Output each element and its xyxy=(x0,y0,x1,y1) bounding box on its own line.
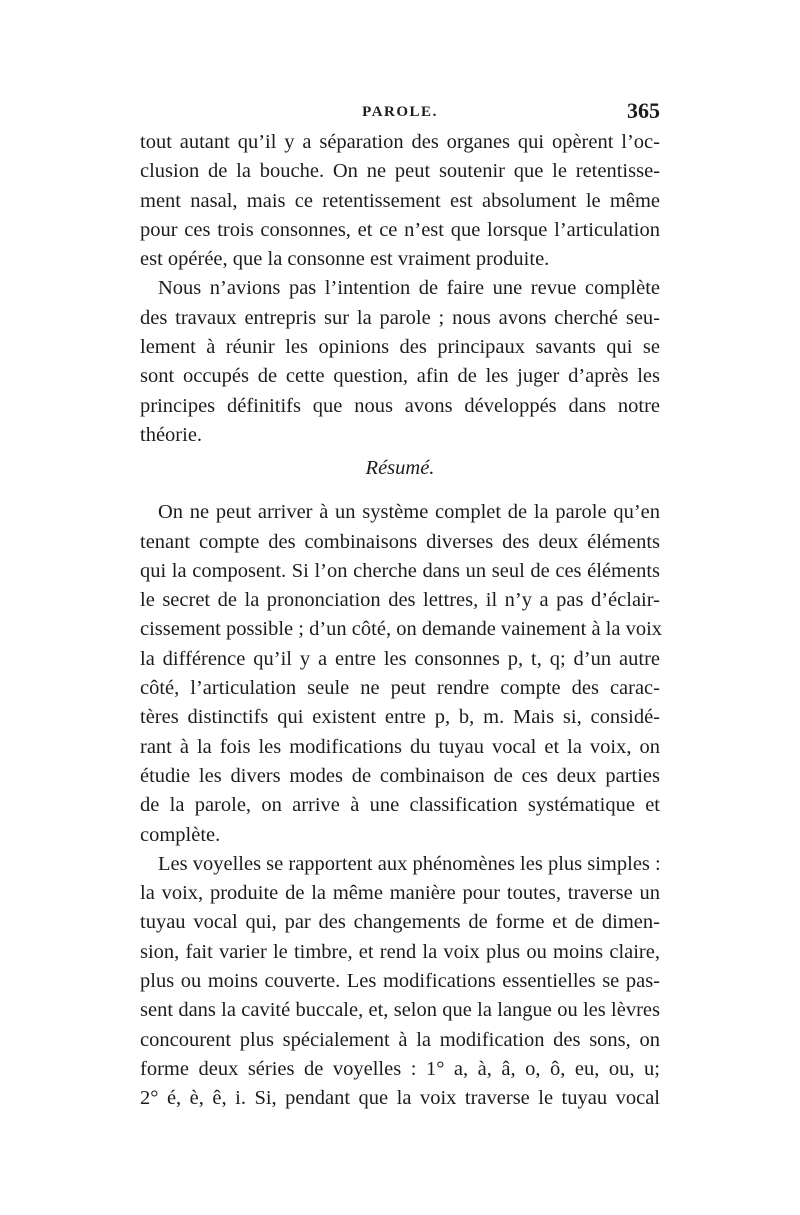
text-line: Nous n’avions pas l’intention de faire une revue complète xyxy=(158,277,660,300)
text-line: 2° é, è, ê, i. Si, pendant que la voix traverse le tuyau vocal xyxy=(140,1087,660,1110)
section-heading: Résumé. xyxy=(365,457,435,480)
text-line: de la parole, on arrive à une classification systématique et xyxy=(140,794,660,817)
text-line: théorie. xyxy=(140,423,203,446)
text-line: sont occupés de cette question, afin de les juger d’après les xyxy=(140,365,660,388)
text-line: étudie les divers modes de combinaison de ces deux parties xyxy=(140,764,660,787)
text-line: forme deux séries de voyelles : 1° a, à, â, o, ô, eu, ou, u; xyxy=(140,1057,660,1080)
text-line: complète. xyxy=(140,823,221,846)
running-head xyxy=(140,98,660,128)
text-line: côté, l’articulation seule ne peut rendre compte des carac- xyxy=(140,677,660,700)
page-number: 365 xyxy=(627,98,660,123)
text-line: rant à la fois les modifications du tuyau vocal et la voix, on xyxy=(140,735,660,758)
text-line: lement à réunir les opinions des principaux savants qui se xyxy=(140,336,660,359)
text-line: tères distinctifs qui existent entre p, b, m. Mais si, considé- xyxy=(140,706,660,729)
text-line: plus ou moins couverte. Les modifications essentielles se pas- xyxy=(140,970,660,993)
text-line: ment nasal, mais ce retentissement est absolument le même xyxy=(140,189,660,212)
text-block xyxy=(140,128,663,1114)
text-line: tuyau vocal qui, par des changements de forme et de dimen- xyxy=(140,911,660,934)
running-title: PAROLE. xyxy=(362,104,438,120)
text-line: pour ces trois consonnes, et ce n’est que lorsque l’articulation xyxy=(140,218,660,241)
text-line: est opérée, que la consonne est vraiment produite. xyxy=(140,248,550,271)
text-line: principes définitifs que nous avons développés dans notre xyxy=(140,394,660,417)
text-line: qui la composent. Si l’on cherche dans un seul de ces éléments xyxy=(140,559,660,582)
text-line: On ne peut arriver à un système complet de la parole qu’en xyxy=(158,501,660,524)
text-line: concourent plus spécialement à la modification des sons, on xyxy=(140,1028,660,1051)
text-line: sent dans la cavité buccale, et, selon que la langue ou les lèvres xyxy=(140,999,660,1022)
text-line: des travaux entrepris sur la parole ; nous avons cherché seu- xyxy=(140,306,660,329)
text-line: la différence qu’il y a entre les consonnes p, t, q; d’un autre xyxy=(140,647,660,670)
text-line: Les voyelles se rapportent aux phénomènes les plus simples : xyxy=(158,852,661,875)
text-line: tenant compte des combinaisons diverses des deux éléments xyxy=(140,530,660,553)
text-line: le secret de la prononciation des lettres, il n’y a pas d’éclair- xyxy=(140,589,660,612)
text-line: la voix, produite de la même manière pour toutes, traverse un xyxy=(140,882,660,905)
text-line: sion, fait varier le timbre, et rend la voix plus ou moins claire, xyxy=(140,940,660,963)
text-line: tout autant qu’il y a séparation des organes qui opèrent l’oc- xyxy=(140,131,660,153)
text-line: clusion de la bouche. On ne peut soutenir que le retentisse- xyxy=(140,160,660,183)
text-line: cissement possible ; d’un côté, on demande vainement à la voix xyxy=(140,618,663,641)
